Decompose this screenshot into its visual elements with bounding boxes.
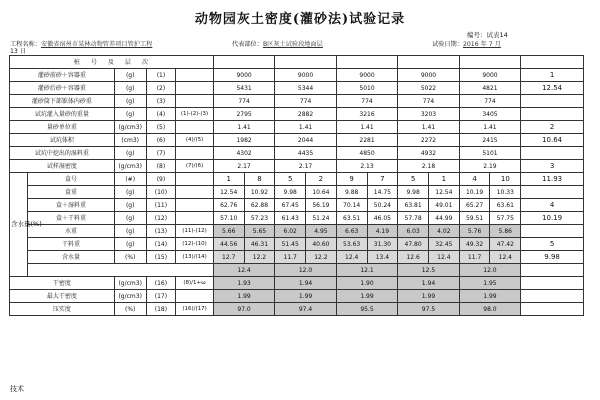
section-label: 代表部位： xyxy=(232,41,263,48)
row-value: 4 xyxy=(459,173,490,186)
row-right-note xyxy=(521,303,584,316)
data-row xyxy=(10,160,584,173)
row-value: 46.31 xyxy=(244,238,275,251)
row-value: 32.45 xyxy=(428,238,459,251)
date-value: 2016 年 7 月 xyxy=(462,41,501,48)
row-right-note xyxy=(521,95,584,108)
row-value: 1.41 xyxy=(336,121,397,134)
row-unit: (g) xyxy=(114,108,146,121)
row-value: 53.63 xyxy=(336,238,367,251)
row-value: 12.7 xyxy=(213,251,244,264)
row-unit: (g) xyxy=(114,186,146,199)
row-value: 9.98 xyxy=(398,186,429,199)
row-value: 5101 xyxy=(459,147,520,160)
row-value: 4.95 xyxy=(306,225,337,238)
row-value: 774 xyxy=(459,95,520,108)
row-right-note: 11.93 xyxy=(521,173,584,186)
moisture-row xyxy=(10,186,584,199)
row-value: 1 xyxy=(428,173,459,186)
row-value: 97.0 xyxy=(213,303,274,316)
row-value: 63.81 xyxy=(398,199,429,212)
row-value: 9000 xyxy=(275,69,336,82)
row-value: 47.42 xyxy=(490,238,521,251)
row-right-note: 5 xyxy=(521,238,584,251)
row-label: 试坑灌入量砂的重量 xyxy=(10,108,115,121)
row-value: 4302 xyxy=(213,147,274,160)
row-value: 5.76 xyxy=(459,225,490,238)
row-formula: (16)/(17) xyxy=(176,303,214,316)
row-value: 67.45 xyxy=(275,199,306,212)
header-label-cell xyxy=(10,56,214,69)
test-date xyxy=(432,39,501,48)
row-formula: (7)/(6) xyxy=(176,160,214,173)
row-unit: (%) xyxy=(114,303,146,316)
row-value: 1.94 xyxy=(275,277,336,290)
row-value: 70.14 xyxy=(336,199,367,212)
moisture-average-label xyxy=(28,264,214,277)
summary-row xyxy=(10,303,584,316)
row-number: (12) xyxy=(146,212,176,225)
header-station-cell xyxy=(213,56,274,69)
row-value: 49.32 xyxy=(459,238,490,251)
row-value: 2281 xyxy=(336,134,397,147)
row-label: 量砂单位重 xyxy=(10,121,115,134)
row-number: (1) xyxy=(146,69,176,82)
row-right-note: 10.19 xyxy=(521,212,584,225)
row-unit: (g) xyxy=(114,147,146,160)
row-formula xyxy=(176,290,214,303)
test-date-day: 13 日 xyxy=(10,48,27,55)
row-value: 1 xyxy=(213,173,244,186)
row-value: 4435 xyxy=(275,147,336,160)
row-value: 9000 xyxy=(459,69,520,82)
row-number: (9) xyxy=(146,173,176,186)
row-value: 11.7 xyxy=(275,251,306,264)
row-value: 95.5 xyxy=(336,303,397,316)
row-value: 12.54 xyxy=(428,186,459,199)
row-value: 1.95 xyxy=(459,277,520,290)
row-label: 盒＋湿料重 xyxy=(28,199,115,212)
row-value: 5022 xyxy=(398,82,459,95)
moisture-average-value: 12.4 xyxy=(213,264,274,277)
date-label: 试验日期： xyxy=(432,41,463,48)
row-unit: (g) xyxy=(114,225,146,238)
row-value: 6.03 xyxy=(398,225,429,238)
row-value: 1.94 xyxy=(398,277,459,290)
row-label: 水重 xyxy=(28,225,115,238)
row-value: 57.10 xyxy=(213,212,244,225)
header-char: 次 xyxy=(141,58,149,66)
row-formula: (1)-(2)-(3) xyxy=(176,108,214,121)
row-formula xyxy=(176,121,214,134)
row-unit: (g) xyxy=(114,82,146,95)
header-char: 及 xyxy=(107,58,115,66)
row-number: (6) xyxy=(146,134,176,147)
row-value: 57.23 xyxy=(244,212,275,225)
moisture-row xyxy=(10,199,584,212)
row-value: 10.92 xyxy=(244,186,275,199)
row-value: 44.56 xyxy=(213,238,244,251)
summary-row xyxy=(10,290,584,303)
row-value: 1.99 xyxy=(275,290,336,303)
row-value: 9000 xyxy=(213,69,274,82)
row-right-note xyxy=(521,290,584,303)
row-value: 12.4 xyxy=(336,251,367,264)
row-number: (18) xyxy=(146,303,176,316)
moisture-row xyxy=(10,212,584,225)
row-value: 12.4 xyxy=(428,251,459,264)
row-label: 干密度 xyxy=(10,277,115,290)
data-row xyxy=(10,95,584,108)
row-value: 2795 xyxy=(213,108,274,121)
row-right-note xyxy=(521,147,584,160)
row-value: 1.99 xyxy=(398,290,459,303)
row-value: 10 xyxy=(490,173,521,186)
row-value: 51.24 xyxy=(306,212,337,225)
row-label: 干料重 xyxy=(28,238,115,251)
row-unit: (g/cm3) xyxy=(114,277,146,290)
row-right-note xyxy=(521,264,584,277)
row-value: 11.7 xyxy=(459,251,490,264)
moisture-group-label: 含水量(%) xyxy=(10,173,28,277)
serial-number: 编号：试表14 xyxy=(467,31,508,39)
row-number: (16) xyxy=(146,277,176,290)
row-formula: (4)/(5) xyxy=(176,134,214,147)
row-formula: (13)/(14) xyxy=(176,251,214,264)
row-value: 1.41 xyxy=(398,121,459,134)
data-row xyxy=(10,134,584,147)
row-value: 5.65 xyxy=(244,225,275,238)
row-value: 4.19 xyxy=(367,225,398,238)
row-right-note: 12.54 xyxy=(521,82,584,95)
row-value: 12.4 xyxy=(490,251,521,264)
row-value: 9 xyxy=(336,173,367,186)
row-value: 12.6 xyxy=(398,251,429,264)
moisture-average-row xyxy=(10,264,584,277)
row-value: 1982 xyxy=(213,134,274,147)
moisture-average-value: 12.5 xyxy=(398,264,459,277)
row-unit: (g) xyxy=(114,95,146,108)
row-formula xyxy=(176,82,214,95)
row-value: 6.02 xyxy=(275,225,306,238)
row-value: 62.88 xyxy=(244,199,275,212)
row-value: 2415 xyxy=(459,134,520,147)
moisture-row xyxy=(10,173,584,186)
row-value: 8 xyxy=(244,173,275,186)
row-right-note: 10.64 xyxy=(521,134,584,147)
row-value: 46.05 xyxy=(367,212,398,225)
header-station-cell xyxy=(459,56,520,69)
row-value: 65.27 xyxy=(459,199,490,212)
moisture-row xyxy=(10,225,584,238)
row-formula xyxy=(176,95,214,108)
row-value: 44.99 xyxy=(428,212,459,225)
row-value: 3405 xyxy=(459,108,520,121)
header-char: 桩 xyxy=(73,58,81,66)
row-value: 1.41 xyxy=(275,121,336,134)
project-label: 工程名称： xyxy=(10,41,41,48)
row-right-note: 3 xyxy=(521,160,584,173)
row-unit: (g) xyxy=(114,238,146,251)
row-label: 最大干密度 xyxy=(10,290,115,303)
row-number: (15) xyxy=(146,251,176,264)
row-value: 3203 xyxy=(398,108,459,121)
row-formula xyxy=(176,186,214,199)
row-right-note: 2 xyxy=(521,121,584,134)
row-value: 14.75 xyxy=(367,186,398,199)
row-number: (2) xyxy=(146,82,176,95)
row-value: 6.63 xyxy=(336,225,367,238)
row-value: 774 xyxy=(398,95,459,108)
row-number: (14) xyxy=(146,238,176,251)
project-name xyxy=(10,39,152,48)
row-value: 51.45 xyxy=(275,238,306,251)
density-test-table xyxy=(9,55,584,316)
row-number: (13) xyxy=(146,225,176,238)
row-label: 灌砂前砂＋容器重 xyxy=(10,69,115,82)
row-label: 试坑体积 xyxy=(10,134,115,147)
row-value: 4.02 xyxy=(428,225,459,238)
row-value: 1.41 xyxy=(459,121,520,134)
row-value: 9000 xyxy=(398,69,459,82)
row-unit: (#) xyxy=(114,173,146,186)
row-value: 7 xyxy=(367,173,398,186)
row-right-note xyxy=(521,277,584,290)
row-value: 57.75 xyxy=(490,212,521,225)
moisture-row xyxy=(10,238,584,251)
row-formula: (8)/1+ω xyxy=(176,277,214,290)
row-value: 9000 xyxy=(336,69,397,82)
row-value: 31.30 xyxy=(367,238,398,251)
moisture-average-value: 12.0 xyxy=(459,264,520,277)
row-value: 10.64 xyxy=(306,186,337,199)
row-unit: (g/cm3) xyxy=(114,160,146,173)
header-char: 层 xyxy=(124,58,132,66)
row-value: 5431 xyxy=(213,82,274,95)
moisture-average-value: 12.0 xyxy=(275,264,336,277)
row-label: 盒重 xyxy=(28,186,115,199)
row-unit: (cm3) xyxy=(114,134,146,147)
summary-row xyxy=(10,277,584,290)
row-value: 98.0 xyxy=(459,303,520,316)
row-number: (17) xyxy=(146,290,176,303)
data-row xyxy=(10,82,584,95)
row-label: 盒号 xyxy=(28,173,115,186)
row-formula: (11)-(12) xyxy=(176,225,214,238)
row-value: 5 xyxy=(275,173,306,186)
row-label: 压实度 xyxy=(10,303,115,316)
row-value: 5010 xyxy=(336,82,397,95)
row-value: 9.88 xyxy=(336,186,367,199)
moisture-average-value: 12.1 xyxy=(336,264,397,277)
row-label: 灌砂筒下部锥体内砂重 xyxy=(10,95,115,108)
row-value: 5 xyxy=(398,173,429,186)
data-row xyxy=(10,147,584,160)
row-value: 2.13 xyxy=(336,160,397,173)
project-value: 安徽省宿州市某林动物管养项目管护工程 xyxy=(40,41,153,48)
header-char: 号 xyxy=(90,58,98,66)
row-value: 774 xyxy=(213,95,274,108)
row-number: (4) xyxy=(146,108,176,121)
row-value: 63.51 xyxy=(336,212,367,225)
row-value: 50.24 xyxy=(367,199,398,212)
row-number: (7) xyxy=(146,147,176,160)
header-station-cell xyxy=(336,56,397,69)
footer-note: 技术 xyxy=(10,385,24,393)
row-value: 1.99 xyxy=(459,290,520,303)
row-formula xyxy=(176,173,214,186)
row-value: 2.17 xyxy=(213,160,274,173)
row-right-note xyxy=(521,186,584,199)
row-value: 1.93 xyxy=(213,277,274,290)
row-value: 56.19 xyxy=(306,199,337,212)
form-title: 动物园灰土密度(灌砂法)试验记录 xyxy=(194,12,406,27)
row-right-note xyxy=(521,108,584,121)
row-value: 774 xyxy=(336,95,397,108)
row-value: 2 xyxy=(306,173,337,186)
row-label: 灌砂后砂＋容器重 xyxy=(10,82,115,95)
row-formula: (12)-(10) xyxy=(176,238,214,251)
header-station-cell xyxy=(275,56,336,69)
data-row xyxy=(10,69,584,82)
row-number: (3) xyxy=(146,95,176,108)
row-unit: (g/cm3) xyxy=(114,121,146,134)
row-unit: (%) xyxy=(114,251,146,264)
data-row xyxy=(10,108,584,121)
row-value: 47.80 xyxy=(398,238,429,251)
row-value: 3216 xyxy=(336,108,397,121)
row-unit: (g) xyxy=(114,199,146,212)
row-right-note: 1 xyxy=(521,69,584,82)
row-right-note xyxy=(521,225,584,238)
row-value: 2.17 xyxy=(275,160,336,173)
row-value: 2.19 xyxy=(459,160,520,173)
moisture-row xyxy=(10,251,584,264)
row-value: 2.18 xyxy=(398,160,459,173)
row-formula xyxy=(176,69,214,82)
row-value: 62.76 xyxy=(213,199,244,212)
row-number: (11) xyxy=(146,199,176,212)
row-value: 2272 xyxy=(398,134,459,147)
row-value: 57.78 xyxy=(398,212,429,225)
row-value: 5344 xyxy=(275,82,336,95)
row-value: 5.66 xyxy=(213,225,244,238)
row-number: (10) xyxy=(146,186,176,199)
row-value: 12.2 xyxy=(306,251,337,264)
row-value: 12.54 xyxy=(213,186,244,199)
row-value: 49.01 xyxy=(428,199,459,212)
header-row xyxy=(10,56,584,69)
row-value: 97.4 xyxy=(275,303,336,316)
row-value: 10.33 xyxy=(490,186,521,199)
row-value: 1.41 xyxy=(213,121,274,134)
section-field xyxy=(232,39,323,48)
row-value: 4850 xyxy=(336,147,397,160)
row-number: (8) xyxy=(146,160,176,173)
row-value: 63.61 xyxy=(490,199,521,212)
row-value: 59.51 xyxy=(459,212,490,225)
row-value: 13.4 xyxy=(367,251,398,264)
row-formula xyxy=(176,147,214,160)
row-value: 4821 xyxy=(459,82,520,95)
row-formula xyxy=(176,199,214,212)
row-label: 试坑中挖出的湿料重 xyxy=(10,147,115,160)
row-value: 1.99 xyxy=(336,290,397,303)
row-number: (5) xyxy=(146,121,176,134)
row-value: 2882 xyxy=(275,108,336,121)
row-value: 97.5 xyxy=(398,303,459,316)
row-value: 2044 xyxy=(275,134,336,147)
section-value: B区灰土试验段地面层 xyxy=(262,41,323,48)
row-unit: (g) xyxy=(114,69,146,82)
row-value: 12.2 xyxy=(244,251,275,264)
header-right-cell xyxy=(521,56,584,69)
row-label: 盒＋干料重 xyxy=(28,212,115,225)
row-right-note: 4 xyxy=(521,199,584,212)
row-value: 1.90 xyxy=(336,277,397,290)
row-label: 试样湿密度 xyxy=(10,160,115,173)
row-value: 10.19 xyxy=(459,186,490,199)
row-value: 4932 xyxy=(398,147,459,160)
row-value: 774 xyxy=(275,95,336,108)
row-value: 61.43 xyxy=(275,212,306,225)
row-unit: (g) xyxy=(114,212,146,225)
row-formula xyxy=(176,212,214,225)
row-label: 含水量 xyxy=(28,251,115,264)
row-right-note: 9.98 xyxy=(521,251,584,264)
row-value: 9.98 xyxy=(275,186,306,199)
row-value: 40.60 xyxy=(306,238,337,251)
row-value: 5.86 xyxy=(490,225,521,238)
header-station-cell xyxy=(398,56,459,69)
row-unit: (g/cm3) xyxy=(114,290,146,303)
data-row xyxy=(10,121,584,134)
row-value: 1.99 xyxy=(213,290,274,303)
